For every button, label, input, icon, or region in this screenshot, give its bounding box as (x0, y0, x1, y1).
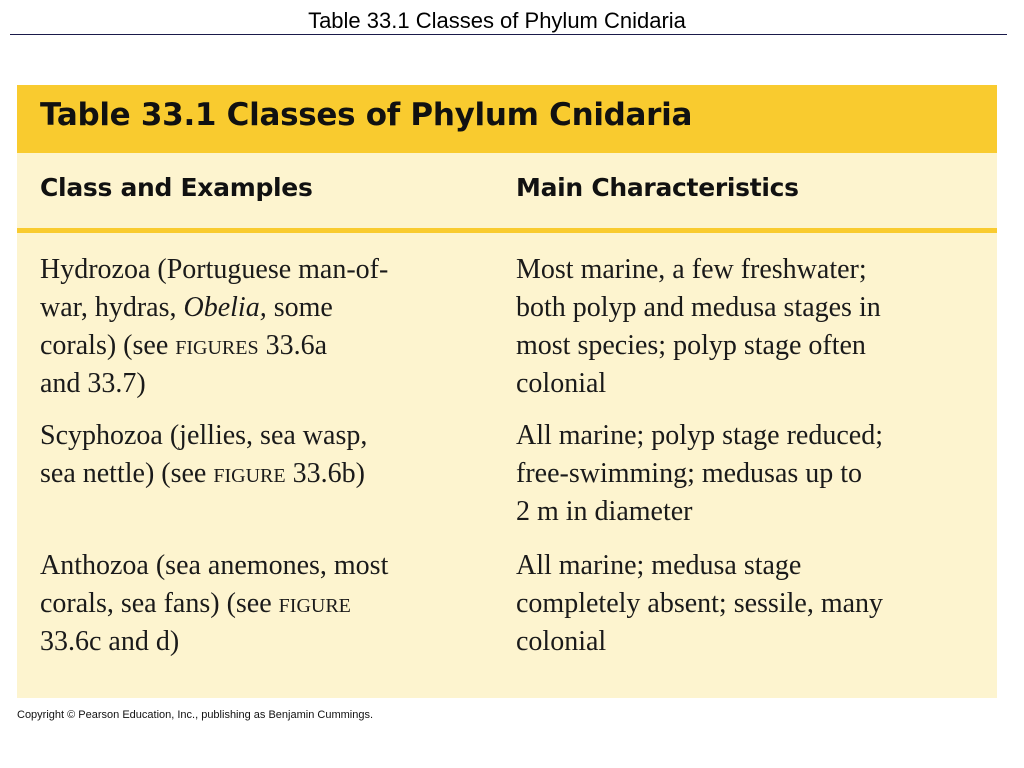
class-text: Hydrozoa (Portuguese man-of- war, hydras, (40, 254, 389, 323)
class-text: 33.6c and d) (40, 626, 180, 657)
table-row-anthozoa-class (40, 547, 490, 661)
class-text: 33.6b) (285, 458, 365, 489)
table-row-scyphozoa-class (40, 417, 490, 493)
title-divider (10, 34, 1007, 35)
table-row-hydrozoa-characteristics: Most marine, a few freshwater; both polyp and medusa stages in most species; polyp stage often colonial (516, 254, 881, 399)
figure-ref: figure (278, 588, 351, 619)
figure-ref: figures (175, 330, 259, 361)
table-caption: Table 33.1 Classes of Phylum Cnidaria (40, 97, 693, 133)
class-text: Scyphozoa (jellies, sea wasp, sea nettle) (see (40, 420, 368, 489)
class-text: some corals) (see (40, 292, 333, 361)
cnidaria-table (17, 85, 997, 698)
table-caption-bar (17, 85, 997, 153)
table-row-anthozoa-characteristics: All marine; medusa stage completely absent; sessile, many colonial (516, 550, 884, 657)
class-text: 33.6a and 33.7) (40, 330, 328, 399)
slide-title: Table 33.1 Classes of Phylum Cnidaria (308, 8, 686, 33)
header-divider (17, 228, 997, 233)
class-text: Anthozoa (sea anemones, most corals, sea fans) (see (40, 550, 389, 619)
column-header-characteristics: Main Characteristics (516, 173, 799, 202)
column-header-class: Class and Examples (40, 173, 313, 202)
figure-ref: figure (213, 458, 286, 489)
copyright-notice: Copyright © Pearson Education, Inc., publishing as Benjamin Cummings. (17, 709, 374, 721)
table-row-scyphozoa-characteristics: All marine; polyp stage reduced; free-swimming; medusas up to 2 m in diameter (516, 420, 883, 527)
genus-italic: Obelia, (183, 292, 267, 323)
table-row-hydrozoa-class (40, 251, 490, 403)
